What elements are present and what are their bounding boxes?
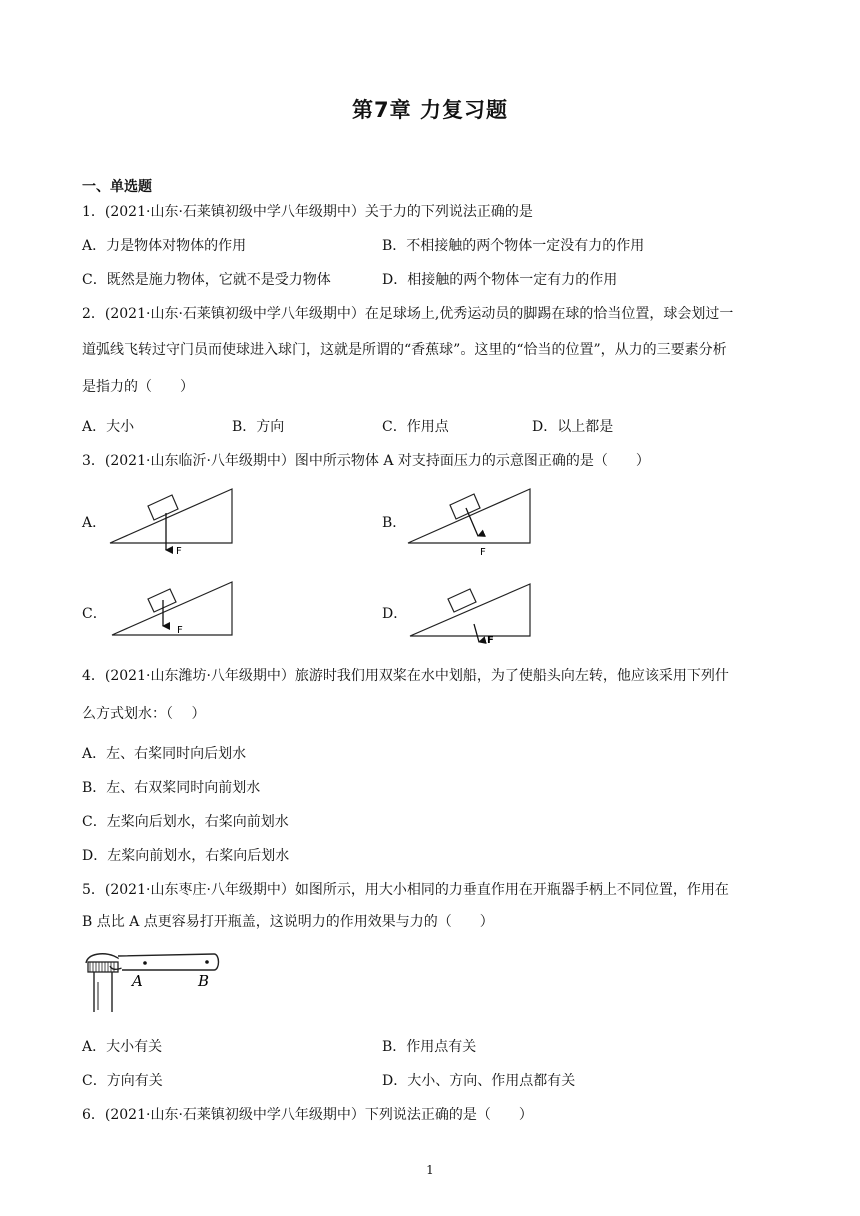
question-1-option-b: B．不相接触的两个物体一定没有力的作用 <box>382 238 645 254</box>
question-4-option-b: B．左、右双桨同时向前划水 <box>82 780 261 796</box>
force-label: F <box>176 546 182 557</box>
question-3-option-a: A． <box>82 515 107 531</box>
question-1-option-a: A．力是物体对物体的作用 <box>82 238 247 254</box>
force-label: F <box>177 625 183 636</box>
question-5-option-d: D．大小、方向、作用点都有关 <box>382 1073 576 1089</box>
question-2-stem-line-1: 2．(2021·山东·石莱镇初级中学八年级期中）在足球场上,优秀运动员的脚踢在球的恰当位置，球会划过一 <box>82 306 734 322</box>
incline-diagram-a <box>106 486 236 558</box>
section-heading: 一、单选题 <box>82 179 152 195</box>
force-label: F <box>480 547 486 558</box>
question-6-stem: 6．(2021·山东·石莱镇初级中学八年级期中）下列说法正确的是（ ） <box>82 1107 533 1123</box>
question-4-option-c: C．左桨向后划水，右桨向前划水 <box>82 814 289 830</box>
point-a-label: A <box>132 972 143 990</box>
page-title: 第7章 力复习题 <box>352 98 508 122</box>
question-5-option-c: C．方向有关 <box>82 1073 163 1089</box>
question-3-option-d: D． <box>382 606 408 622</box>
question-1-option-c: C．既然是施力物体，它就不是受力物体 <box>82 272 331 288</box>
question-4-option-a: A．左、右桨同时向后划水 <box>82 746 247 762</box>
question-2-option-d: D．以上都是 <box>532 419 614 435</box>
bottle-opener-diagram <box>82 948 232 1014</box>
incline-diagram-d <box>408 582 536 648</box>
question-2-stem-line-2: 道弧线飞转过守门员而使球进入球门，这就是所谓的“香蕉球”。这里的“恰当的位置”，从力的三要素分析 <box>82 342 727 358</box>
question-2-option-b: B．方向 <box>232 419 285 435</box>
question-5-stem-line-2: B 点比 A 点更容易打开瓶盖，这说明力的作用效果与力的（ ） <box>82 914 494 930</box>
incline-diagram-c <box>110 580 238 640</box>
question-3-option-b: B． <box>382 515 407 531</box>
question-4-stem-line-2: 么方式划水：（ ） <box>82 706 206 722</box>
question-4-stem-line-1: 4．(2021·山东潍坊·八年级期中）旅游时我们用双桨在水中划船，为了使船头向左转，他应该采用下列什 <box>82 668 729 684</box>
question-5-option-a: A．大小有关 <box>82 1039 163 1055</box>
question-2-option-c: C．作用点 <box>382 419 449 435</box>
question-4-option-d: D．左桨向前划水，右桨向后划水 <box>82 848 290 864</box>
question-3-stem: 3．(2021·山东临沂·八年级期中）图中所示物体 A 对支持面压力的示意图正确的是（ ） <box>82 453 650 469</box>
question-2-stem-line-3: 是指力的（ ） <box>82 379 194 395</box>
question-3-option-c: C． <box>82 606 107 622</box>
force-label: F <box>487 635 494 646</box>
question-5-stem-line-1: 5．(2021·山东枣庄·八年级期中）如图所示，用大小相同的力垂直作用在开瓶器手柄上不同位置，作用在 <box>82 882 729 898</box>
question-2-option-a: A．大小 <box>82 419 135 435</box>
page-number: 1 <box>426 1163 434 1177</box>
question-5-option-b: B．作用点有关 <box>382 1039 477 1055</box>
point-b-label: B <box>198 972 210 990</box>
question-1-stem: 1．(2021·山东·石莱镇初级中学八年级期中）关于力的下列说法正确的是 <box>82 204 533 220</box>
incline-diagram-b <box>404 486 534 558</box>
question-1-option-d: D．相接触的两个物体一定有力的作用 <box>382 272 618 288</box>
